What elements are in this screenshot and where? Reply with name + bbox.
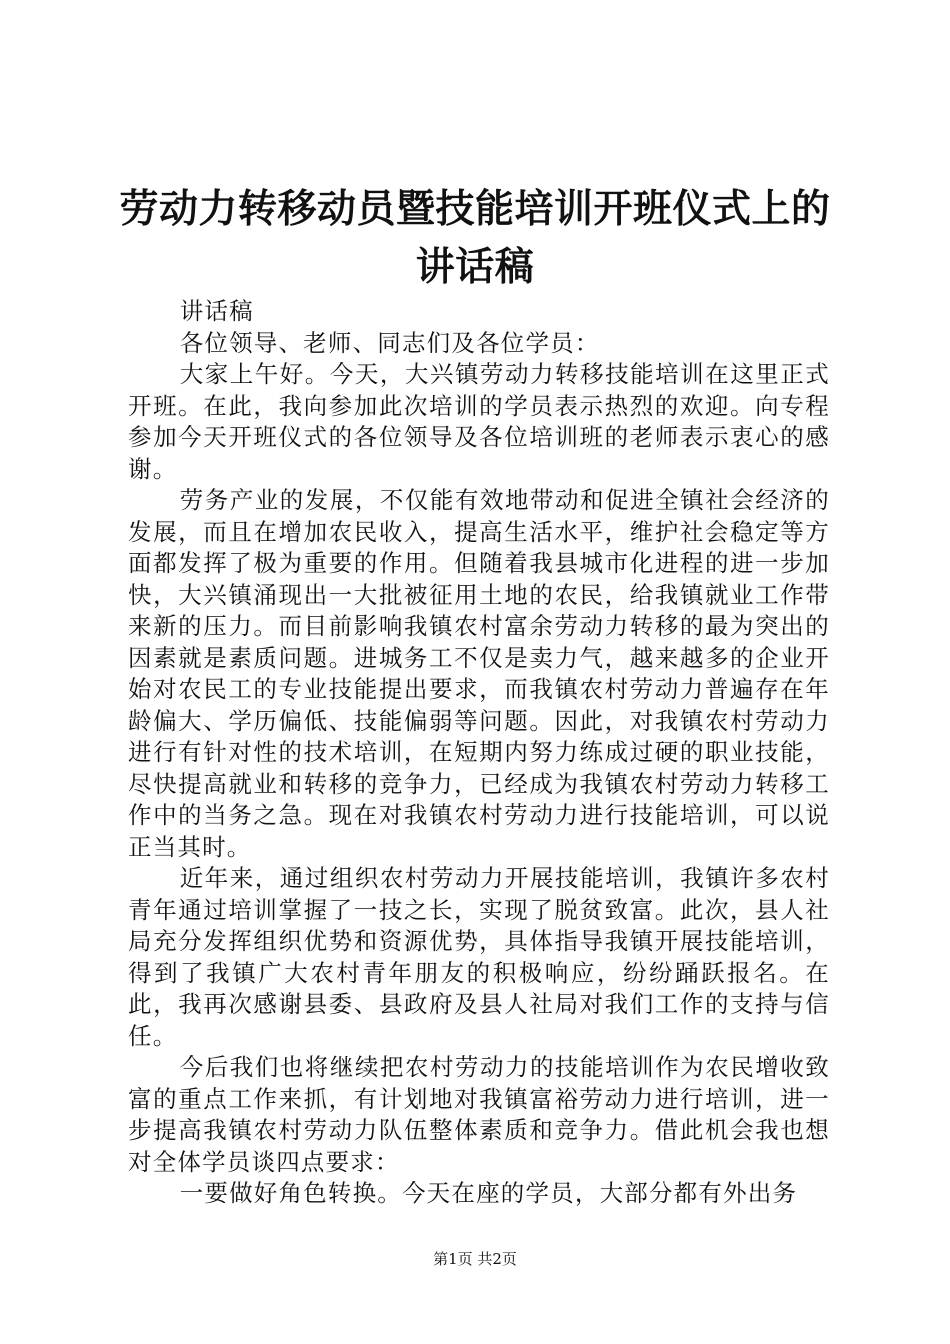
paragraph: 近年来，通过组织农村劳动力开展技能培训，我镇许多农村青年通过培训掌握了一技之长，实现了脱贫致富。此次，县人社局充分发挥组织优势和资源优势，具体指导我镇开展技能培训，得到了我镇广大农村青年朋友的积极响应，纷纷踊跃报名。在此，我再次感谢县委、县政府及县人社局对我们工作的支持与信任。 [128, 864, 830, 1050]
page-footer: 第1页 共2页 [433, 1250, 517, 1268]
paragraph: 今后我们也将继续把农村劳动力的技能培训作为农民增收致富的重点工作来抓，有计划地对我镇富裕劳动力进行培训，进一步提高我镇农村劳动力队伍整体素质和竞争力。借此机会我也想对全体学员谈四点要求： [128, 1053, 830, 1176]
paragraph: 大家上午好。今天，大兴镇劳动力转移技能培训在这里正式开班。在此，我向参加此次培训的学员表示热烈的欢迎。向专程参加今天开班仪式的各位领导及各位培训班的老师表示衷心的感谢。 [128, 360, 830, 483]
paragraph-salutation: 各位领导、老师、同志们及各位学员： [179, 328, 600, 357]
document-title: 劳动力转移动员暨技能培训开班仪式上的讲话稿 [119, 186, 831, 290]
paragraph: 一要做好角色转换。今天在座的学员，大部分都有外出务 [179, 1179, 798, 1207]
paragraph-heading: 讲话稿 [179, 297, 254, 325]
document-body [128, 296, 830, 1210]
paragraph: 劳务产业的发展，不仅能有效地带动和促进全镇社会经济的发展，而且在增加农民收入，提高生活水平，维护社会稳定等方面都发挥了极为重要的作用。但随着我县城市化进程的进一步加快，大兴镇涌现出一大批被征用土地的农民，给我镇就业工作带来新的压力。而目前影响我镇农村富余劳动力转移的最为突出的因素就是素质问题。进城务工不仅是卖力气，越来越多的企业开始对农民工的专业技能提出要求，而我镇农村劳动力普遍存在年龄偏大、学历偏低、技能偏弱等问题。因此，对我镇农村劳动力进行有针对性的技术培训，在短期内努力练成过硬的职业技能，尽快提高就业和转移的竞争力，已经成为我镇农村劳动力转移工作中的当务之急。现在对我镇农村劳动力进行技能培训，可以说正当其时。 [128, 486, 830, 861]
